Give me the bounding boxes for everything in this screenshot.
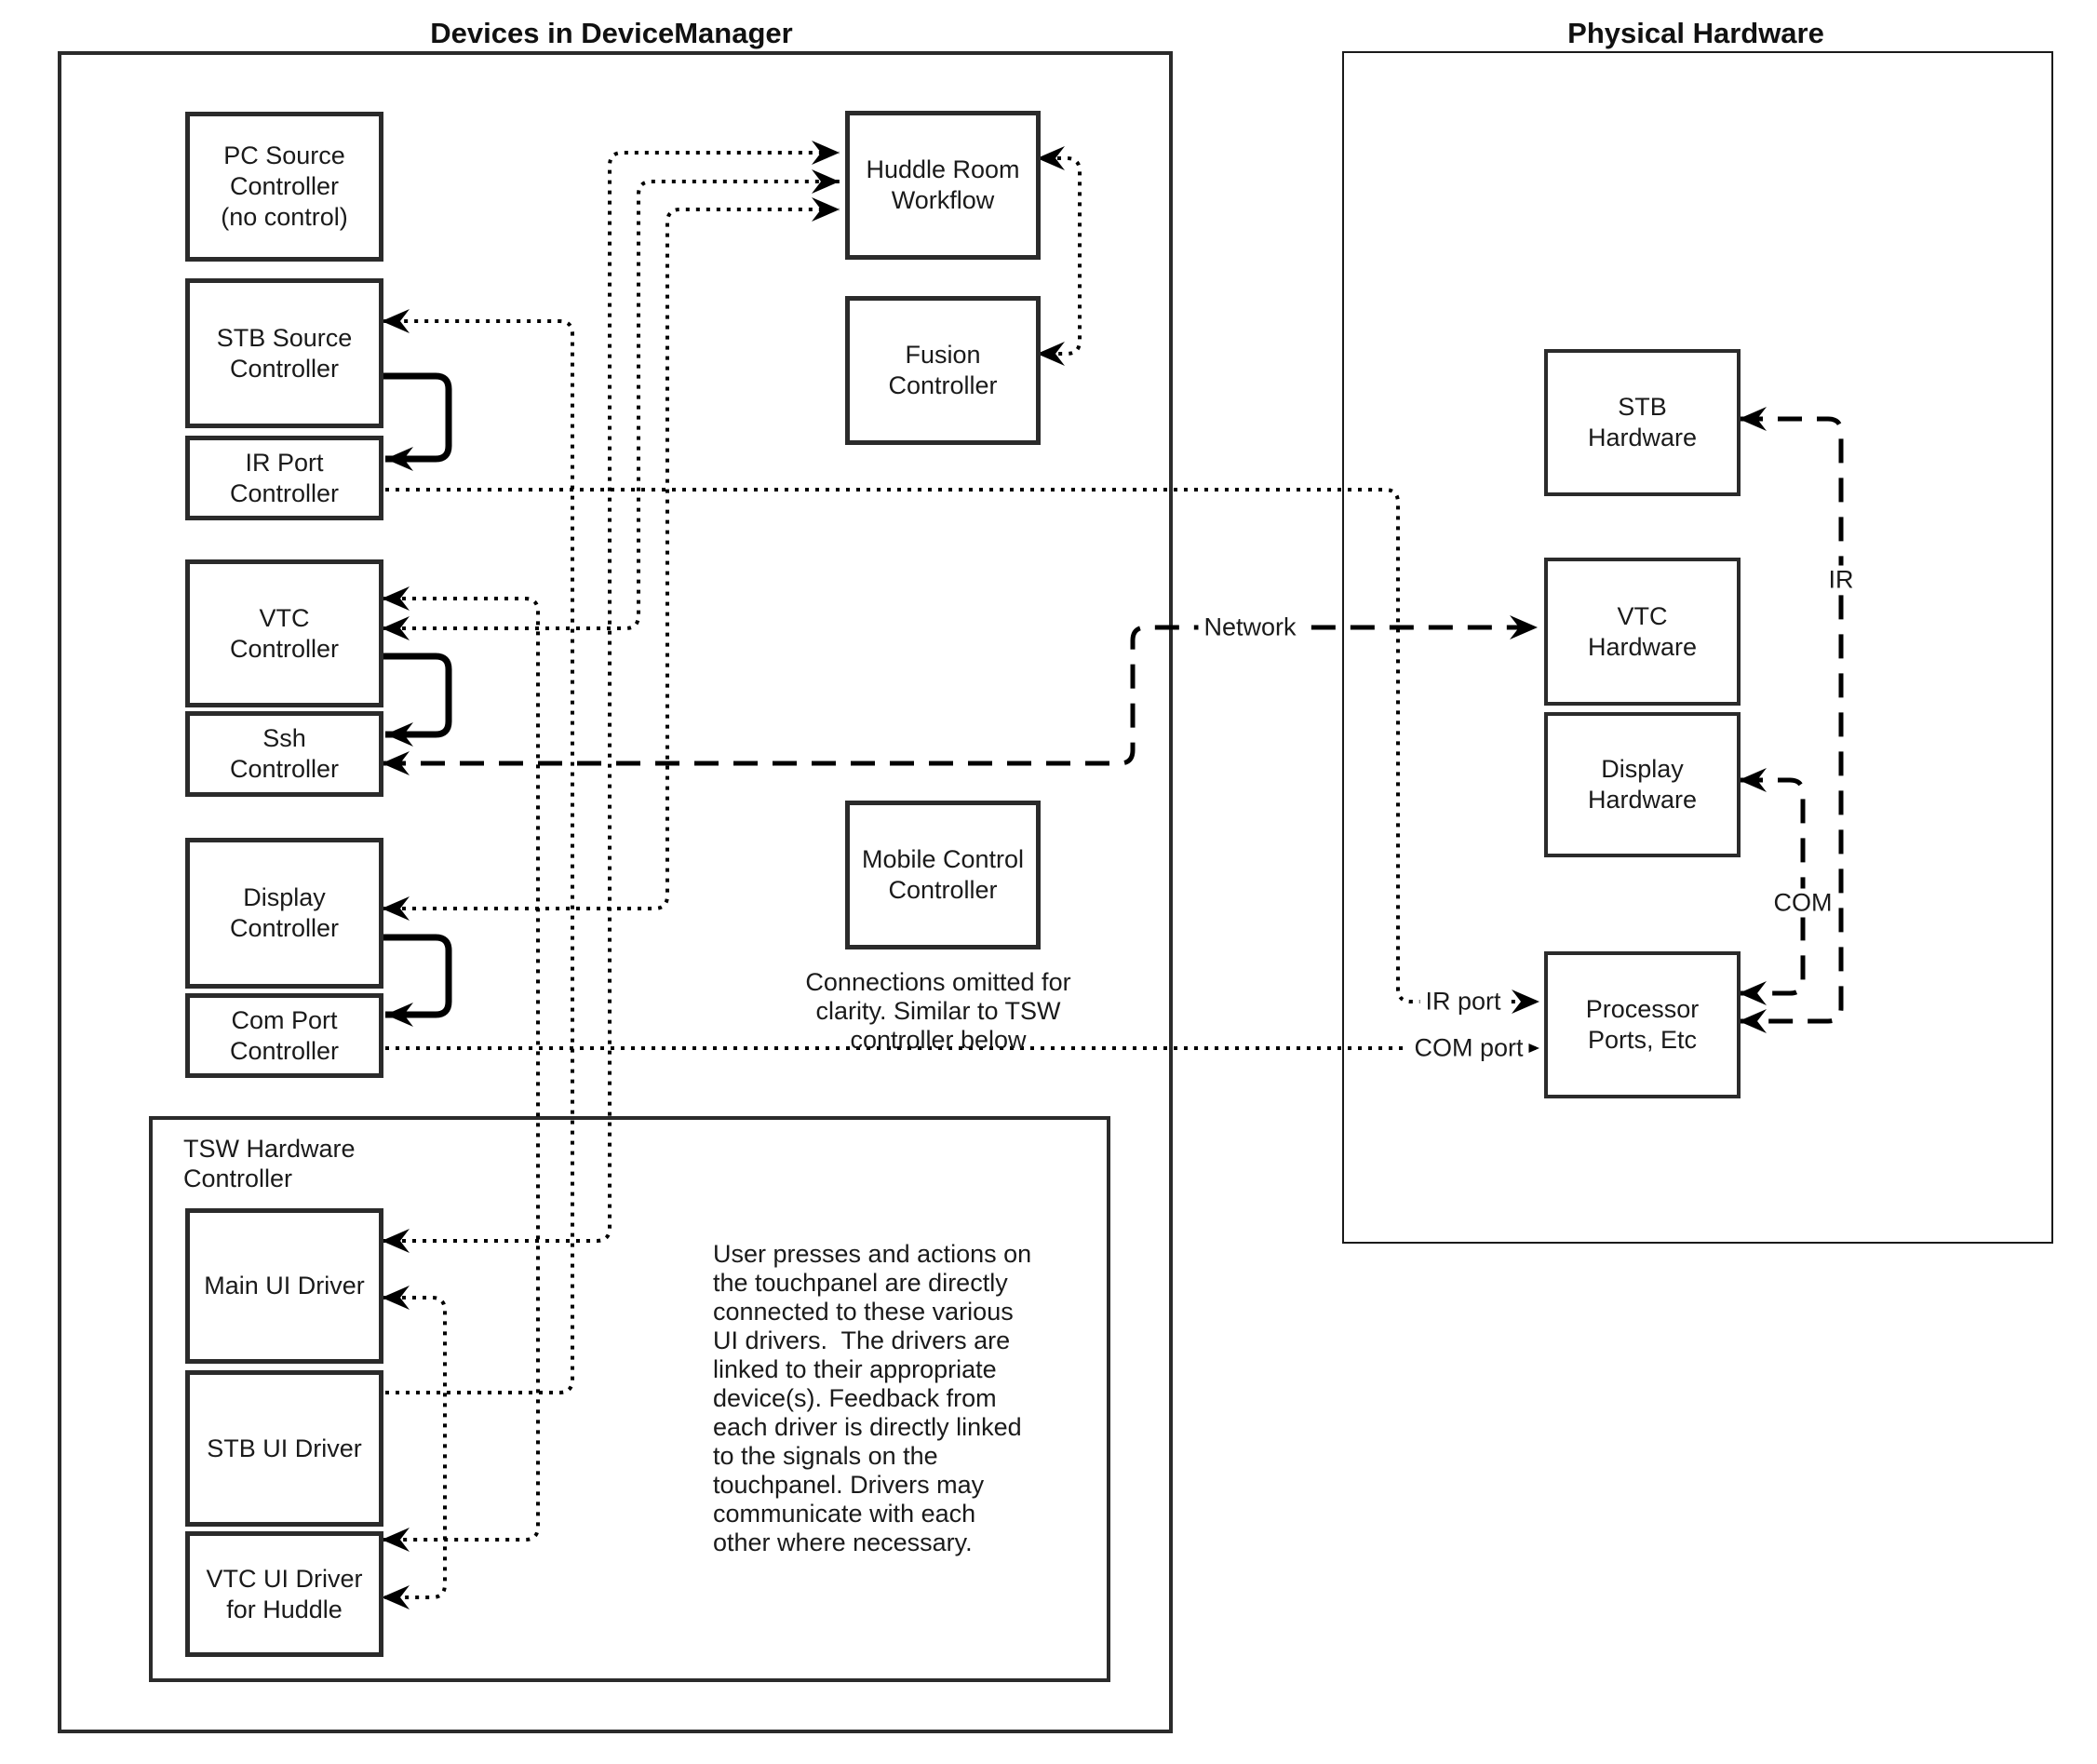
edge-com-displayhardware-processor	[1739, 780, 1803, 993]
tsw-group-label-line2: Controller	[183, 1165, 293, 1192]
tsw-note-line: each driver is directly linked	[713, 1413, 1022, 1441]
node-label: Hardware	[1587, 632, 1698, 661]
edge-vtc-ssh	[375, 656, 449, 734]
tsw-note-line: connected to these various	[713, 1298, 1014, 1326]
node-pc-source-controller	[185, 112, 383, 262]
node-mobile-control-controller	[845, 801, 1041, 949]
node-label: Fusion	[905, 341, 981, 369]
tsw-note-line: linked to their appropriate	[713, 1355, 997, 1383]
com-port-edge-label: COM port	[1408, 1034, 1528, 1063]
node-huddle-room-workflow	[845, 111, 1041, 260]
node-label: STB UI Driver	[207, 1434, 362, 1462]
node-stb-source-controller	[185, 278, 383, 428]
tsw-note-line: other where necessary.	[713, 1528, 973, 1556]
node-label: Huddle Room	[866, 155, 1020, 183]
tsw-group-label	[183, 1134, 356, 1193]
node-label: Controller	[229, 354, 340, 383]
node-label: Controller	[229, 755, 340, 783]
tsw-note-line: communicate with each	[713, 1500, 976, 1528]
edge-mainui-vtcui	[382, 1298, 445, 1597]
edge-stbui-stbsource	[375, 321, 572, 1393]
edge-vtcui-vtccontroller	[382, 599, 538, 1540]
tsw-note-line: device(s). Feedback from	[713, 1384, 997, 1412]
node-processor-ports	[1544, 951, 1741, 1098]
node-ssh-controller	[185, 711, 383, 797]
tsw-note-line: UI drivers. The drivers are	[713, 1326, 1011, 1354]
node-label: Controller	[888, 876, 998, 904]
ir-port-edge-label: IR port	[1419, 988, 1506, 1017]
edge-display-comport	[375, 937, 449, 1015]
com-edge-label: COM	[1768, 889, 1838, 918]
node-label: Controller	[888, 371, 998, 399]
node-vtc-ui-driver	[185, 1531, 383, 1657]
tsw-drivers-note	[713, 1240, 1031, 1557]
node-ir-port-controller	[185, 436, 383, 520]
mobile-note-line: clarity. Similar to TSW	[815, 997, 1061, 1025]
node-label: Controller	[229, 478, 340, 507]
node-label: Display	[243, 883, 326, 911]
tsw-note-line: to the signals on the	[713, 1442, 938, 1470]
mobile-controller-note	[805, 968, 1070, 1055]
node-main-ui-driver	[185, 1208, 383, 1364]
mobile-note-line: Connections omitted for	[805, 968, 1071, 996]
tsw-note-line: touchpanel. Drivers may	[713, 1471, 985, 1499]
ir-edge-label: IR	[1823, 566, 1860, 595]
node-label: IR Port	[245, 448, 324, 477]
node-label: Mobile Control	[861, 845, 1025, 873]
tsw-note-line: the touchpanel are directly	[713, 1269, 1008, 1297]
node-label: Hardware	[1587, 786, 1698, 814]
edge-ir-stbhardware-processor	[1739, 419, 1841, 1021]
network-edge-label: Network	[1198, 613, 1301, 642]
node-label: Ports, Etc	[1587, 1026, 1698, 1054]
edge-ssh-network-vtchardware	[382, 627, 1538, 763]
node-label: for Huddle	[226, 1595, 343, 1623]
node-label: Controller	[229, 172, 340, 200]
node-vtc-hardware	[1544, 558, 1741, 706]
node-display-controller	[185, 838, 383, 989]
mobile-note-line: controller below	[850, 1026, 1027, 1054]
right-diagram-title: Physical Hardware	[1567, 17, 1824, 49]
node-label: Display	[1601, 755, 1684, 783]
node-display-hardware	[1544, 712, 1741, 857]
edge-stbsource-irport	[375, 376, 449, 459]
node-label: STB Source	[216, 323, 353, 352]
node-label: PC Source	[223, 141, 345, 169]
node-vtc-controller	[185, 559, 383, 707]
node-label: Main UI Driver	[204, 1272, 365, 1299]
edge-huddle-fusion	[1037, 158, 1080, 354]
node-label: Controller	[229, 914, 340, 942]
node-label: Controller	[229, 634, 340, 663]
node-label: Com Port	[231, 1005, 338, 1034]
node-stb-ui-driver	[185, 1370, 383, 1527]
node-label: Ssh	[262, 724, 306, 752]
node-label: Workflow	[891, 186, 995, 214]
tsw-group-label-line1: TSW Hardware	[183, 1135, 356, 1163]
node-stb-hardware	[1544, 349, 1741, 496]
node-label: (no control)	[221, 203, 348, 231]
node-fusion-controller	[845, 296, 1041, 445]
node-label: Controller	[229, 1036, 340, 1065]
tsw-note-line: User presses and actions on	[713, 1240, 1032, 1268]
node-label: VTC UI Driver	[206, 1564, 363, 1593]
node-label: STB	[1618, 393, 1667, 421]
node-label: Hardware	[1587, 424, 1698, 451]
node-label: Processor	[1585, 995, 1700, 1023]
left-diagram-title: Devices in DeviceManager	[430, 17, 793, 49]
node-com-port-controller	[185, 993, 383, 1078]
node-label: VTC	[259, 603, 310, 632]
node-label: VTC	[1617, 601, 1668, 630]
